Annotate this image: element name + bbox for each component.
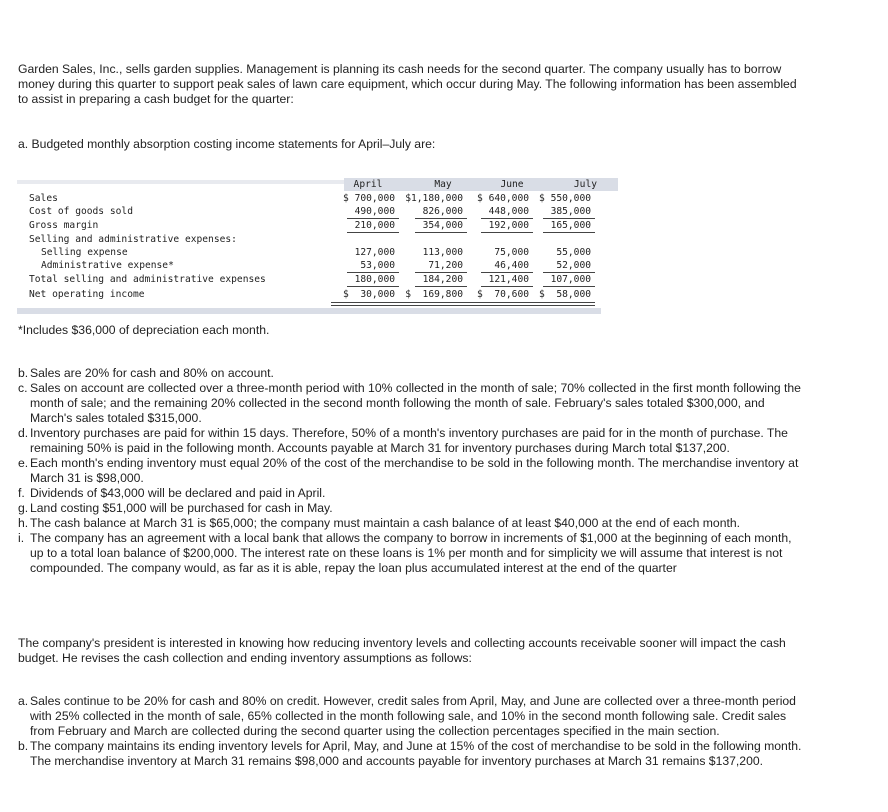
list-item <box>18 694 808 739</box>
item-text: Sales are 20% for cash and 80% on account. <box>30 366 274 380</box>
cell: 121,400 <box>488 274 529 285</box>
item-marker: d. <box>18 426 29 440</box>
cell: 107,000 <box>550 274 591 285</box>
underline <box>481 232 533 233</box>
table-row-selling-expense <box>17 247 601 261</box>
footnote: *Includes $36,000 of depreciation each month. <box>18 323 270 337</box>
underline <box>347 232 399 233</box>
cell: $ 70,600 <box>477 289 529 300</box>
underline <box>347 218 399 219</box>
cell: 75,000 <box>494 247 529 258</box>
table-header-row <box>17 179 601 193</box>
item-marker: c. <box>18 381 28 395</box>
col-header-may: May <box>434 179 452 190</box>
item-marker: b. <box>18 366 29 380</box>
cell: 210,000 <box>354 220 395 231</box>
cell: 46,400 <box>494 260 529 271</box>
row-label: Gross margin <box>29 220 99 231</box>
item-text: The company has an agreement with a local bank that allows the company to borrow in increments of $1,000 at the beginning of each month, up to a total loan balance of $200,000. The interest rate on these loans is 1% per month and for simplicity we will assume that interest is not compounded. The company would, as far as it is able, repay the loan plus accumulated interest at the end of the quarter <box>30 531 792 575</box>
row-label: Net operating income <box>29 289 145 300</box>
table-row-sales <box>17 193 601 207</box>
cell: 165,000 <box>550 220 591 231</box>
list-item <box>18 516 808 531</box>
list-item <box>18 739 808 769</box>
intro-paragraph: Garden Sales, Inc., sells garden supplies. Management is planning its cash needs for the second quarter. The company usually has to borrow money during this quarter to support peak sales of lawn care equipment, which occur during May. The following information has been assembled to assist in preparing a cash budget for the quarter: <box>18 62 797 106</box>
list-item <box>18 531 808 576</box>
underline <box>347 272 399 273</box>
table-row-net-operating-income <box>17 289 601 303</box>
list-item <box>18 366 808 381</box>
assumptions-list <box>18 366 808 576</box>
double-underline <box>331 302 399 306</box>
item-marker: a. <box>18 694 29 708</box>
underline <box>543 272 595 273</box>
part-a-heading: a. Budgeted monthly absorption costing income statements for April–July are: <box>18 137 436 151</box>
list-item <box>18 381 808 426</box>
item-text: Sales on account are collected over a three-month period with 10% collected in the month of sale; 70% collected in the first month following the month of sale; and the remaining 20% collected in the second month following the month of sale. February's sales totaled $300,000, and March's sales totaled $315,000. <box>30 381 801 425</box>
item-text: Land costing $51,000 will be purchased for cash in May. <box>30 501 333 515</box>
item-marker: b. <box>18 739 29 753</box>
item-marker: f. <box>18 486 25 500</box>
cell: 354,000 <box>422 220 463 231</box>
cell: $ 640,000 <box>477 193 529 204</box>
underline <box>415 286 467 287</box>
cell: 490,000 <box>354 206 395 217</box>
item-text: The company maintains its ending inventory levels for April, May, and June at 15% of the cost of merchandise to be sold in the following month. The merchandise inventory at March 31 remains $98,000 and accounts payable for inventory purchases at March 31 remains $137,200. <box>30 739 802 768</box>
underline <box>415 218 467 219</box>
cell: 113,000 <box>422 247 463 258</box>
cell: 192,000 <box>488 220 529 231</box>
cell: 826,000 <box>422 206 463 217</box>
cell: 127,000 <box>354 247 395 258</box>
cell: $1,180,000 <box>405 193 463 204</box>
list-item <box>18 456 808 486</box>
list-item <box>18 426 808 456</box>
row-label: Cost of goods sold <box>29 206 133 217</box>
underline <box>481 218 533 219</box>
cell: 53,000 <box>360 260 395 271</box>
item-text: Each month's ending inventory must equal 20% of the cost of the merchandise to be sold in the following month. The merchandise inventory at March 31 is $98,000. <box>30 456 799 485</box>
row-label: Sales <box>29 193 58 204</box>
double-underline <box>399 302 467 306</box>
underline <box>481 272 533 273</box>
cell: 180,000 <box>354 274 395 285</box>
col-header-july: July <box>573 179 597 190</box>
underline <box>415 232 467 233</box>
underline <box>543 218 595 219</box>
cell: 385,000 <box>550 206 591 217</box>
item-marker: h. <box>18 516 29 530</box>
cell: 448,000 <box>488 206 529 217</box>
cell: $ 169,800 <box>405 289 463 300</box>
item-text: The cash balance at March 31 is $65,000; the company must maintain a cash balance of at least $40,000 at the end of each month. <box>30 516 741 530</box>
item-marker: i. <box>18 531 25 545</box>
col-header-april: April <box>353 179 383 190</box>
cell: 184,200 <box>422 274 463 285</box>
table-row-sga-heading <box>17 234 601 248</box>
list-item <box>18 486 808 501</box>
item-text: Sales continue to be 20% for cash and 80% on credit. However, credit sales from April, May, and June are collected over a three-month period with 25% collected in the month of sale, 65% collected in the month following sale, and 10% in the second month following sale. Credit sales from February and March are collected during the second quarter using the collection percentages specified in the main section. <box>30 694 796 738</box>
president-paragraph: The company's president is interested in knowing how reducing inventory levels and collecting accounts receivable sooner will impact the cash budget. He revises the cash collection and ending inventory assumptions as follows: <box>18 636 786 665</box>
row-label: Administrative expense* <box>41 260 174 271</box>
cell: $ 58,000 <box>539 289 591 300</box>
underline <box>543 232 595 233</box>
table-bottom-band <box>17 308 601 314</box>
cell: 71,200 <box>428 260 463 271</box>
row-label: Total selling and administrative expenses <box>29 274 266 285</box>
cell: $ 30,000 <box>343 289 395 300</box>
item-text: Dividends of $43,000 will be declared and paid in April. <box>30 486 326 500</box>
underline <box>347 286 399 287</box>
row-label: Selling and administrative expenses: <box>29 234 237 245</box>
cell: 55,000 <box>556 247 591 258</box>
cell: 52,000 <box>556 260 591 271</box>
double-underline <box>467 302 533 306</box>
item-text: Inventory purchases are paid for within 15 days. Therefore, 50% of a month's inventory purchases are paid for in the month of purchase. The remaining 50% is paid in the following month. Accounts payable at March 31 for inventory purchases during March total $137,200. <box>30 426 788 455</box>
cell: $ 700,000 <box>343 193 395 204</box>
underline <box>543 286 595 287</box>
item-marker: g. <box>18 501 29 515</box>
double-underline <box>533 302 595 306</box>
underline <box>481 286 533 287</box>
underline <box>415 272 467 273</box>
col-header-june: June <box>500 179 524 190</box>
row-label: Selling expense <box>41 247 128 258</box>
item-marker: e. <box>18 456 29 470</box>
revised-assumptions-list <box>18 694 808 769</box>
list-item <box>18 501 808 516</box>
cell: $ 550,000 <box>539 193 591 204</box>
